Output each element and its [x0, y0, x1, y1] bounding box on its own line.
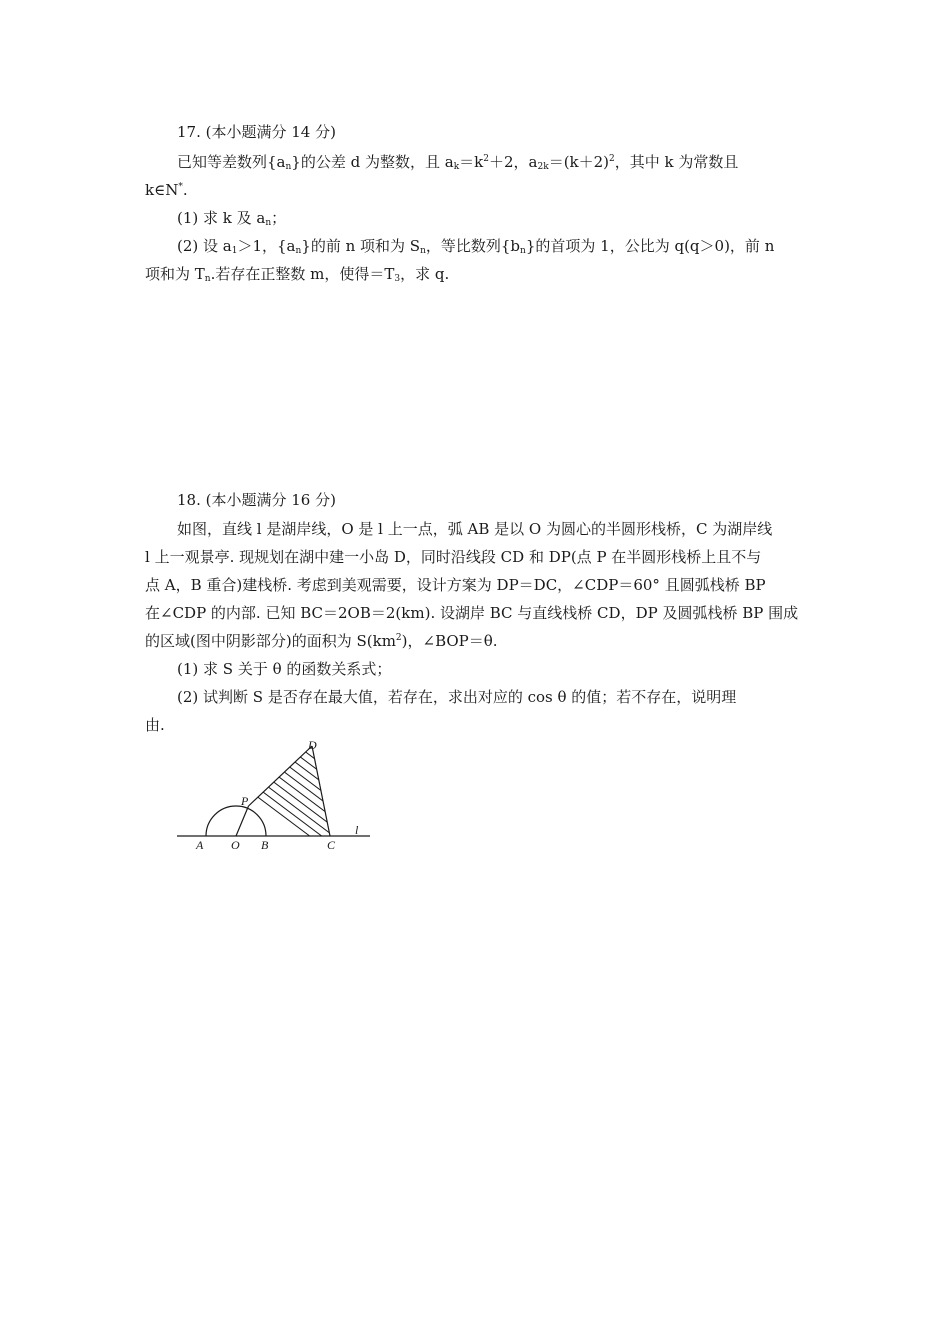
problem-18-statement-line-5: 的区域(图中阴影部分)的面积为 $S(km^2)$，∠BOP＝θ.: [145, 632, 498, 650]
problem-18-statement-line-3: 点 A，B 重合)建栈桥. 考虑到美观需要，设计方案为 DP＝DC，∠CDP＝60° 且圆弧栈桥 BP: [145, 576, 766, 594]
label-c: C: [327, 838, 336, 852]
problem-18-figure: [175, 738, 375, 854]
problem-17-part-2-line-2: 项和为 $T_n$.若存在正整数 m，使得$=T_3$，求 q.: [145, 265, 450, 284]
label-b: B: [261, 838, 269, 852]
problem-17-part-2-line-1: (2) 设 $a_1>1$，$\{a_n\}$的前 n 项和为 $S_n$，等比数列$\{b_n\}$的首项为 1，公比为 q(q＞0)，前 n: [177, 237, 775, 256]
problem-18-statement-line-2: l 上一观景亭. 现规划在湖中建一小岛 D，同时沿线段 CD 和 DP(点 P 在半圆形栈桥上且不与: [145, 548, 762, 566]
problem-17-statement-line-2: k∈N*.: [145, 181, 188, 199]
segment-dc: [312, 746, 330, 836]
problem-18-part-2-line-2: 由.: [145, 716, 165, 734]
label-d: D: [308, 738, 317, 752]
semicircle-bridge: [206, 806, 266, 836]
radius-op: [236, 806, 249, 836]
problem-18-heading: 18. (本小题满分 16 分): [177, 491, 336, 509]
problem-17-part-1: (1) 求 k 及 $a_n$；: [177, 209, 287, 228]
problem-18-part-2-line-1: (2) 试判断 S 是否存在最大值，若存在，求出对应的 cos θ 的值；若不存在，说明理: [177, 688, 737, 706]
problem-18-statement-line-4: 在∠CDP 的内部. 已知 BC＝2OB＝2(km). 设湖岸 BC 与直线栈桥 CD，DP 及圆弧栈桥 BP 围成: [145, 604, 799, 622]
problem-18-part-1: (1) 求 S 关于 θ 的函数关系式；: [177, 660, 392, 678]
problem-17-heading: 17. (本小题满分 14 分): [177, 123, 336, 141]
problem-18-statement-line-1: 如图，直线 l 是湖岸线，O 是 l 上一点，弧 AB 是以 O 为圆心的半圆形栈桥，C 为湖岸线: [177, 520, 773, 538]
label-o: O: [231, 838, 240, 852]
label-a: A: [196, 838, 204, 852]
problem-17-statement-line-1: 已知等差数列$\{a_n\}$的公差 d 为整数，且 $a_k=k^2+2$，$a_{2k}=(k+2)^2$，其中 k 为常数且: [177, 153, 739, 172]
label-p: P: [241, 794, 249, 808]
label-l: l: [355, 823, 359, 837]
